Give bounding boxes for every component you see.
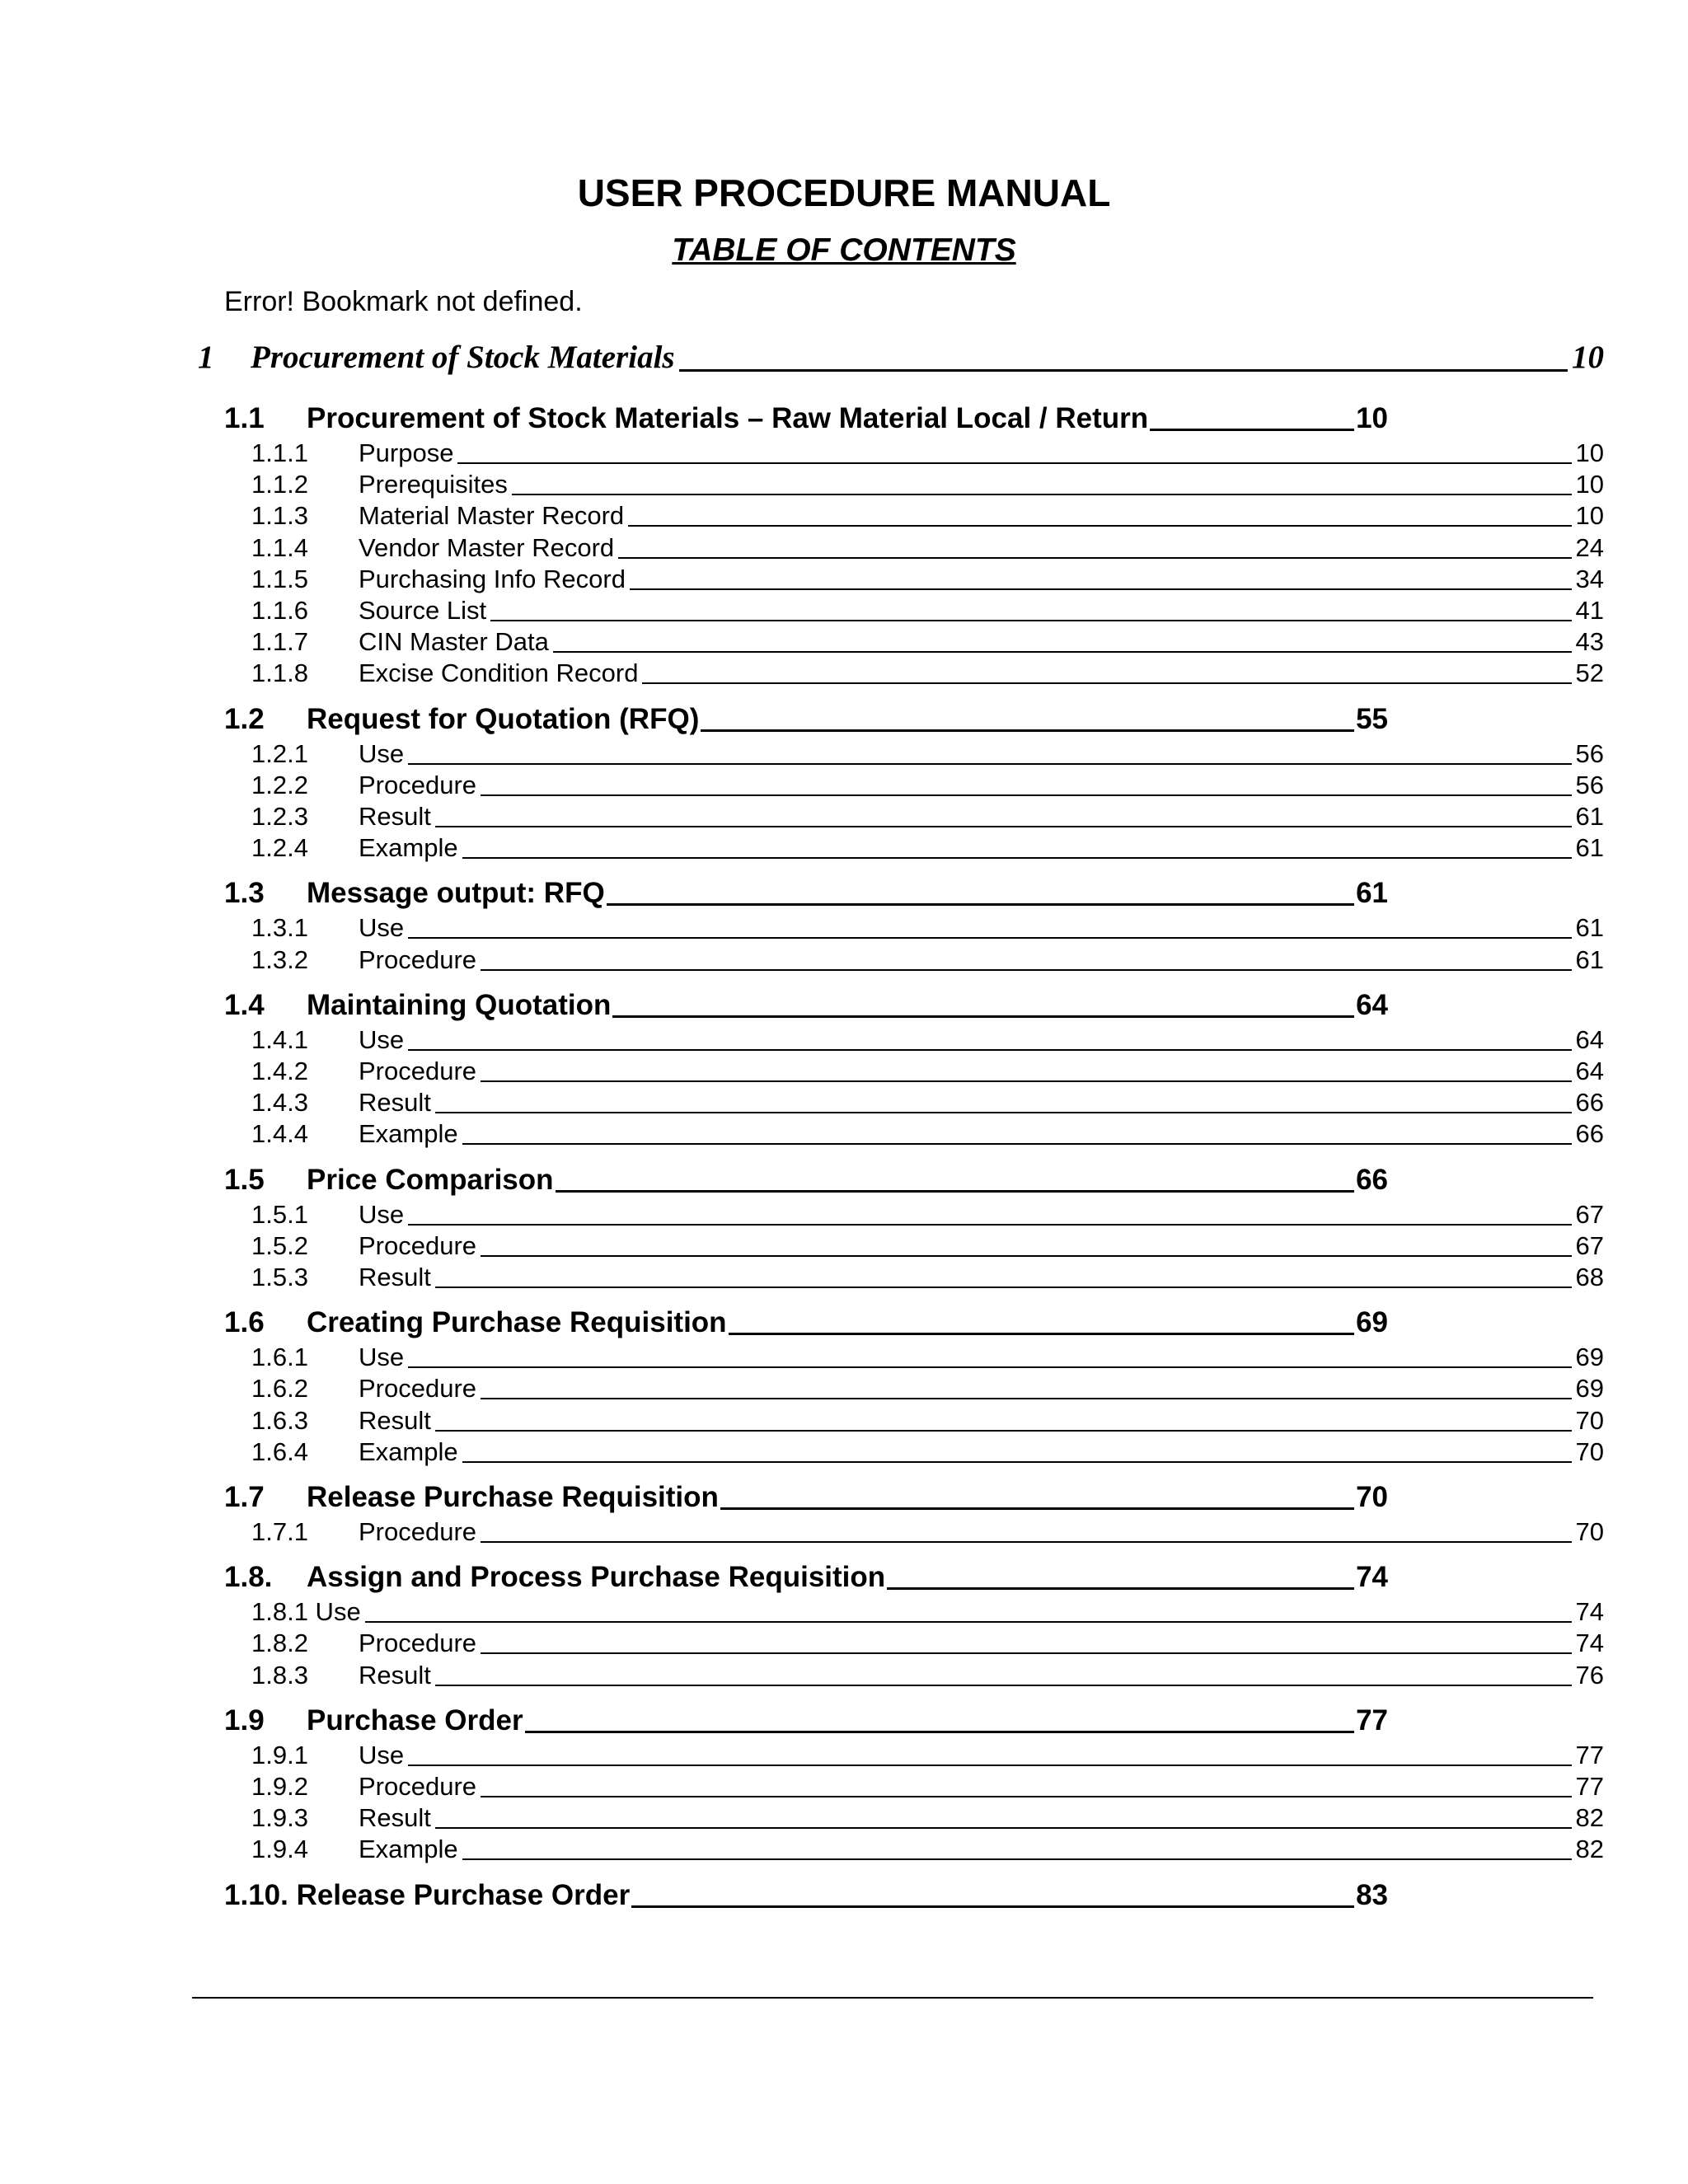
toc-entry-page: 10 — [1575, 438, 1604, 467]
toc-leader-line — [679, 369, 1568, 372]
toc-entry-number: 1.4.1 — [251, 1025, 308, 1054]
toc-leader-line — [435, 1827, 1572, 1829]
toc-entry-number: 1.3 — [224, 877, 265, 909]
toc-entry-title: Result — [359, 1803, 431, 1832]
toc-entry-page: 61 — [1575, 833, 1604, 862]
toc-entry[interactable] — [251, 564, 1604, 595]
toc-entry-page: 68 — [1575, 1263, 1604, 1291]
toc-entry-number: 1.8. — [224, 1561, 273, 1593]
toc-leader-line — [408, 1224, 1571, 1226]
toc-leader-line — [612, 1015, 1354, 1018]
toc-entry[interactable] — [251, 738, 1604, 770]
toc-leader-line — [435, 1286, 1572, 1288]
toc-entry-title: Procedure — [359, 945, 477, 974]
toc-entry[interactable] — [224, 1702, 1388, 1740]
toc-entry[interactable] — [251, 1802, 1604, 1834]
toc-entry-title: Price Comparison — [307, 1164, 554, 1196]
toc-entry[interactable] — [251, 912, 1604, 944]
toc-entry[interactable] — [251, 944, 1604, 976]
toc-entry-title: Use — [359, 739, 405, 768]
toc-entry-number: 1.1 — [224, 402, 265, 434]
toc-entry-page: 69 — [1575, 1374, 1604, 1403]
toc-entry-page: 64 — [1575, 1025, 1604, 1054]
toc-leader-line — [553, 651, 1572, 653]
toc-leader-line — [607, 903, 1354, 906]
toc-entry[interactable] — [251, 1628, 1604, 1659]
toc-leader-line — [481, 1652, 1571, 1654]
toc-leader-line — [462, 1143, 1572, 1145]
toc-leader-line — [408, 937, 1571, 939]
toc-entry-page: 66 — [1575, 1088, 1604, 1117]
toc-entry[interactable] — [224, 1479, 1388, 1516]
toc-entry-page: 10 — [1572, 340, 1604, 375]
toc-entry-title: Purchase Order — [307, 1704, 523, 1736]
toc-entry[interactable] — [251, 532, 1604, 564]
toc-leader-line — [481, 1796, 1571, 1797]
toc-entry-number: 1.1.5 — [251, 565, 308, 593]
toc-entry-page: 74 — [1575, 1597, 1604, 1626]
toc-entry[interactable] — [251, 469, 1604, 500]
toc-entry-page: 41 — [1575, 596, 1604, 625]
toc-entry-number: 1.6.1 — [251, 1343, 308, 1371]
bookmark-error-text: Error! Bookmark not defined. — [224, 286, 583, 317]
toc-entry-page: 24 — [1575, 533, 1604, 562]
toc-leader-line — [408, 763, 1571, 765]
toc-entry[interactable] — [251, 1405, 1604, 1436]
toc-entry-title: Result — [359, 1661, 431, 1690]
toc-entry-title: CIN Master Data — [359, 627, 549, 656]
toc-entry[interactable] — [251, 500, 1604, 532]
toc-entry-title: 1.8.1 Use — [251, 1597, 361, 1626]
toc-entry-number: 1.5 — [224, 1164, 265, 1196]
toc-entry-number: 1.9.4 — [251, 1835, 308, 1863]
toc-entry-title: Purpose — [359, 438, 454, 467]
toc-entry-number: 1.3.1 — [251, 913, 308, 942]
toc-entry-page: 10 — [1575, 470, 1604, 499]
toc-entry-number: 1.8.3 — [251, 1661, 308, 1690]
toc-entry-number: 1.2.1 — [251, 739, 308, 768]
toc-entry-number: 1.3.2 — [251, 945, 308, 974]
toc-entry-number: 1.6.3 — [251, 1406, 308, 1435]
toc-entry-title: Procedure — [359, 1374, 477, 1403]
footer-divider — [192, 1997, 1593, 1999]
toc-entry-page: 74 — [1356, 1561, 1388, 1593]
toc-leader-line — [462, 1461, 1572, 1463]
toc-entry-title: Procedure — [359, 1629, 477, 1657]
toc-entry-title: Example — [359, 1437, 458, 1466]
toc-entry-title: Procedure — [359, 771, 477, 799]
toc-entry-number: 1.9 — [224, 1704, 265, 1736]
toc-entry-title: Result — [359, 1088, 431, 1117]
toc-entry[interactable] — [251, 832, 1604, 864]
toc-entry-title: Procedure — [359, 1517, 477, 1546]
toc-entry-title: Procedure — [359, 1231, 477, 1260]
toc-entry-number: 1.7 — [224, 1481, 265, 1513]
toc-entry[interactable] — [251, 1834, 1604, 1865]
toc-entry-title: Example — [359, 1835, 458, 1863]
toc-entry-title: Use — [359, 1343, 405, 1371]
toc-entry-page: 77 — [1356, 1704, 1388, 1736]
toc-leader-line — [642, 682, 1571, 684]
toc-entry-page: 82 — [1575, 1803, 1604, 1832]
toc-entry[interactable] — [251, 1660, 1604, 1691]
toc-entry-page: 69 — [1575, 1343, 1604, 1371]
toc-entry[interactable] — [224, 400, 1388, 438]
toc-entry-number: 1.6 — [224, 1306, 265, 1338]
toc-leader-line — [481, 1398, 1571, 1399]
toc-leader-line — [435, 1430, 1572, 1432]
toc-entry-number: 1.4.4 — [251, 1119, 308, 1148]
toc-entry[interactable] — [251, 1056, 1604, 1087]
toc-entry-page: 69 — [1356, 1306, 1388, 1338]
toc-entry-page: 61 — [1575, 945, 1604, 974]
toc-entry-number: 1.9.3 — [251, 1803, 308, 1832]
toc-entry-page: 67 — [1575, 1231, 1604, 1260]
toc-entry[interactable] — [251, 1230, 1604, 1262]
toc-entry-number: 1.1.8 — [251, 658, 308, 687]
toc-entry[interactable] — [224, 987, 1388, 1024]
toc-leader-line — [1150, 429, 1354, 431]
toc-leader-line — [457, 462, 1571, 464]
toc-entry-title: 1.10. Release Purchase Order — [224, 1879, 631, 1911]
toc-entry[interactable] — [224, 701, 1388, 738]
toc-entry-title: Procurement of Stock Materials – Raw Material Local / Return — [307, 402, 1149, 434]
toc-entry[interactable] — [251, 1262, 1604, 1293]
toc-leader-line — [365, 1621, 1572, 1623]
toc-entry-page: 67 — [1575, 1200, 1604, 1229]
toc-entry-title: Release Purchase Requisition — [307, 1481, 719, 1513]
toc-entry-title: Creating Purchase Requisition — [307, 1306, 727, 1338]
toc-entry-page: 76 — [1575, 1661, 1604, 1690]
toc-entry-title: Example — [359, 1119, 458, 1148]
toc-entry-page: 74 — [1575, 1629, 1604, 1657]
toc-leader-line — [630, 588, 1572, 590]
toc-entry[interactable] — [198, 336, 1604, 379]
toc-entry[interactable] — [251, 1199, 1604, 1230]
toc-entry-number: 1.2.3 — [251, 802, 308, 831]
toc-entry[interactable] — [251, 658, 1604, 689]
toc-entry-page: 55 — [1356, 703, 1388, 735]
toc-leader-line — [435, 1112, 1572, 1113]
toc-entry-page: 66 — [1356, 1164, 1388, 1196]
toc-leader-line — [631, 1905, 1354, 1908]
toc-entry-number: 1.9.2 — [251, 1772, 308, 1801]
toc-entry-page: 61 — [1356, 877, 1388, 909]
toc-entry[interactable] — [224, 1877, 1388, 1915]
toc-entry-title: Vendor Master Record — [359, 533, 615, 562]
toc-entry-title: Maintaining Quotation — [307, 989, 612, 1021]
toc-entry[interactable] — [251, 438, 1604, 469]
toc-entry-number: 1 — [198, 340, 214, 375]
toc-entry-page: 82 — [1575, 1835, 1604, 1863]
toc-entry-number: 1.9.1 — [251, 1741, 308, 1769]
toc-entry-page: 43 — [1575, 627, 1604, 656]
toc-entry[interactable] — [224, 1558, 1388, 1596]
toc-entry[interactable] — [251, 770, 1604, 801]
toc-entry[interactable] — [251, 1342, 1604, 1373]
toc-leader-line — [462, 857, 1572, 859]
toc-entry-page: 70 — [1356, 1481, 1388, 1513]
toc-entry[interactable] — [251, 1771, 1604, 1802]
toc-entry-number: 1.6.2 — [251, 1374, 308, 1403]
toc-leader-line — [618, 557, 1571, 559]
toc-entry-page: 70 — [1575, 1406, 1604, 1435]
toc-entry[interactable] — [251, 1024, 1604, 1056]
toc-entry[interactable] — [251, 626, 1604, 658]
toc-entry-title: Use — [359, 1200, 405, 1229]
toc-entry-number: 1.1.7 — [251, 627, 308, 656]
toc-entry-page: 70 — [1575, 1517, 1604, 1546]
toc-entry-number: 1.7.1 — [251, 1517, 308, 1546]
toc-entry-page: 66 — [1575, 1119, 1604, 1148]
toc-entry-page: 64 — [1575, 1057, 1604, 1085]
toc-entry-page: 10 — [1575, 501, 1604, 530]
toc-entry-number: 1.2 — [224, 703, 265, 735]
toc-leader-line — [490, 620, 1571, 621]
toc-entry-number: 1.6.4 — [251, 1437, 308, 1466]
toc-entry[interactable] — [251, 1436, 1604, 1468]
toc-entry-number: 1.5.3 — [251, 1263, 308, 1291]
toc-leader-line — [729, 1333, 1355, 1335]
toc-entry[interactable] — [251, 801, 1604, 832]
toc-leader-line — [556, 1190, 1355, 1193]
toc-entry-number: 1.1.6 — [251, 596, 308, 625]
toc-entry-title: Procedure — [359, 1057, 477, 1085]
toc-leader-line — [408, 1049, 1571, 1051]
toc-entry-title: Use — [359, 913, 405, 942]
toc-entry-title: Purchasing Info Record — [359, 565, 626, 593]
toc-leader-line — [435, 1685, 1572, 1686]
toc-leader-line — [512, 494, 1572, 495]
toc-entry-number: 1.4.3 — [251, 1088, 308, 1117]
document-title: USER PROCEDURE MANUAL — [577, 171, 1111, 214]
toc-entry[interactable] — [251, 1596, 1604, 1628]
toc-entry-page: 70 — [1575, 1437, 1604, 1466]
toc-heading: TABLE OF CONTENTS — [672, 232, 1016, 268]
toc-leader-line — [525, 1731, 1354, 1733]
toc-entry-page: 83 — [1356, 1879, 1388, 1911]
toc-entry[interactable] — [224, 874, 1388, 912]
toc-leader-line — [481, 794, 1571, 796]
toc-entry-number: 1.1.3 — [251, 501, 308, 530]
toc-entry[interactable] — [251, 595, 1604, 626]
toc-entry[interactable] — [224, 1304, 1388, 1342]
toc-entry-number: 1.8.2 — [251, 1629, 308, 1657]
toc-entry-title: Prerequisites — [359, 470, 508, 499]
toc-entry-title: Procedure — [359, 1772, 477, 1801]
toc-entry[interactable] — [251, 1118, 1604, 1150]
toc-leader-line — [408, 1366, 1571, 1368]
toc-entry-page: 64 — [1356, 989, 1388, 1021]
toc-leader-line — [408, 1765, 1571, 1766]
toc-entry-page: 77 — [1575, 1772, 1604, 1801]
toc-entry[interactable] — [251, 1087, 1604, 1118]
toc-leader-line — [481, 1080, 1571, 1082]
toc-leader-line — [720, 1507, 1354, 1510]
toc-entry-title: Procurement of Stock Materials — [251, 340, 675, 375]
toc-entry[interactable] — [251, 1373, 1604, 1404]
toc-entry-number: 1.2.2 — [251, 771, 308, 799]
toc-entry-title: Material Master Record — [359, 501, 625, 530]
toc-entry-title: Request for Quotation (RFQ) — [307, 703, 700, 735]
toc-entry-title: Use — [359, 1025, 405, 1054]
toc-entry-title: Example — [359, 833, 458, 862]
toc-leader-line — [887, 1587, 1354, 1590]
toc-entry-page: 61 — [1575, 802, 1604, 831]
toc-entry-number: 1.5.1 — [251, 1200, 308, 1229]
toc-leader-line — [481, 969, 1571, 971]
toc-entry-number: 1.4 — [224, 989, 265, 1021]
toc-entry-number: 1.1.1 — [251, 438, 308, 467]
toc-entry-number: 1.5.2 — [251, 1231, 308, 1260]
toc-entry-page: 52 — [1575, 658, 1604, 687]
toc-entry-title: Use — [359, 1741, 405, 1769]
toc-entry-title: Excise Condition Record — [359, 658, 639, 687]
toc-entry-title: Source List — [359, 596, 487, 625]
toc-entry-number: 1.1.4 — [251, 533, 308, 562]
toc-entry-title: Result — [359, 1406, 431, 1435]
toc-leader-line — [701, 729, 1354, 732]
toc-entry-page: 56 — [1575, 771, 1604, 799]
toc-leader-line — [435, 826, 1572, 827]
toc-entry-number: 1.4.2 — [251, 1057, 308, 1085]
toc-entry-page: 56 — [1575, 739, 1604, 768]
toc-entry-page: 61 — [1575, 913, 1604, 942]
toc-entry-title: Assign and Process Purchase Requisition — [307, 1561, 886, 1593]
toc-entry-number: 1.2.4 — [251, 833, 308, 862]
toc-entry-title: Result — [359, 802, 431, 831]
toc-leader-line — [462, 1858, 1572, 1860]
toc-entry[interactable] — [251, 1740, 1604, 1771]
toc-entry-title: Message output: RFQ — [307, 877, 605, 909]
toc-entry-page: 77 — [1575, 1741, 1604, 1769]
toc-entry-page: 10 — [1356, 402, 1388, 434]
toc-entry-number: 1.1.2 — [251, 470, 308, 499]
toc-entry-title: Result — [359, 1263, 431, 1291]
toc-entry[interactable] — [251, 1516, 1604, 1548]
toc-leader-line — [481, 1541, 1571, 1543]
toc-entry[interactable] — [224, 1161, 1388, 1199]
toc-leader-line — [628, 525, 1571, 527]
toc-entry-page: 34 — [1575, 565, 1604, 593]
toc-leader-line — [481, 1255, 1571, 1257]
